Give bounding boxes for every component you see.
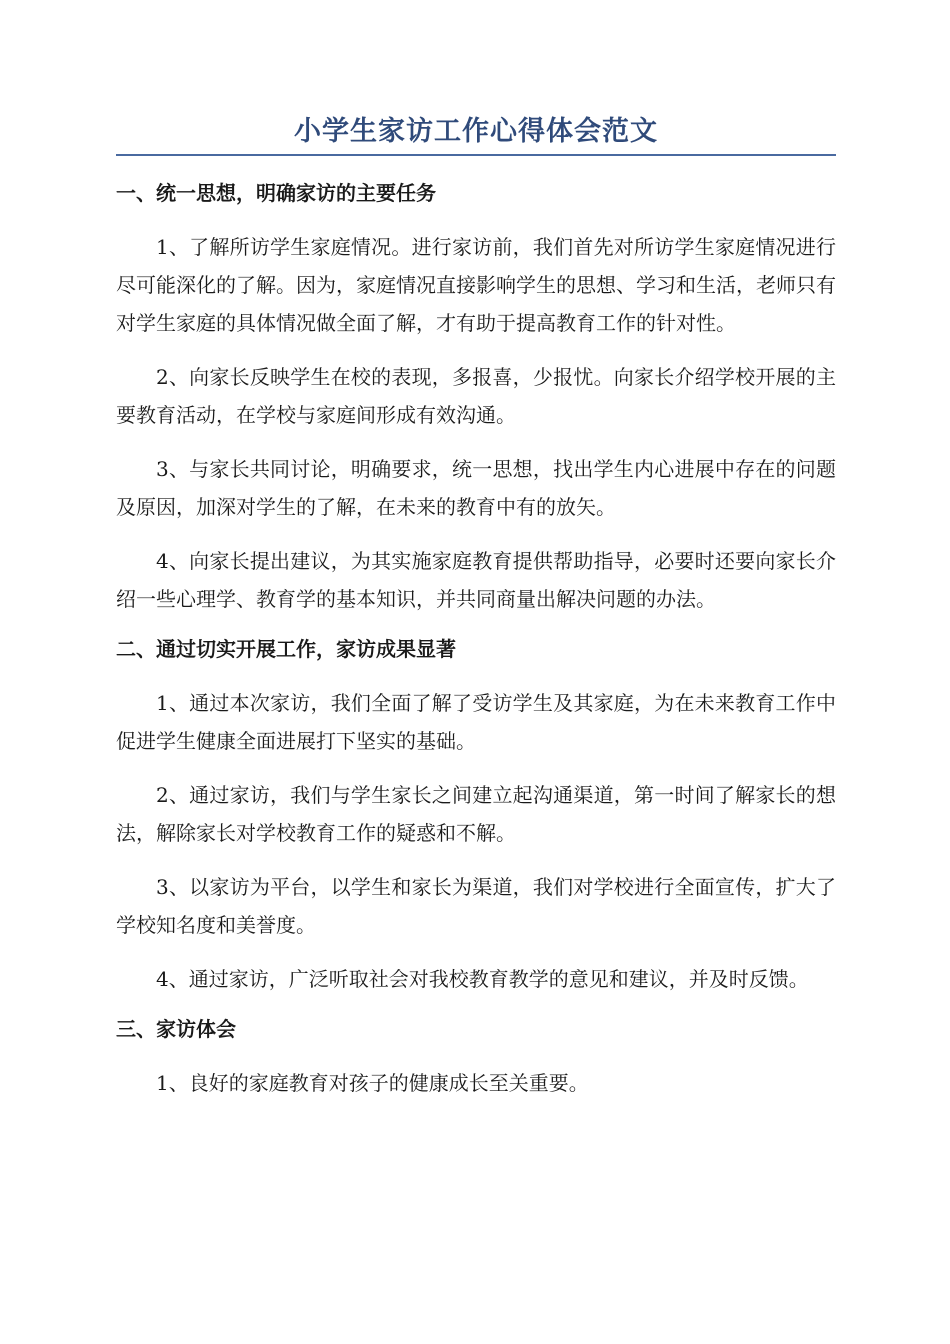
paragraph: 2、通过家访，我们与学生家长之间建立起沟通渠道，第一时间了解家长的想法，解除家长对学校教育工作的疑惑和不解。 <box>116 783 836 845</box>
paragraph: 4、向家长提出建议，为其实施家庭教育提供帮助指导，必要时还要向家长介绍一些心理学、教育学的基本知识，并共同商量出解决问题的办法。 <box>116 549 836 611</box>
title-underline <box>116 154 836 156</box>
paragraph: 1、通过本次家访，我们全面了解了受访学生及其家庭，为在未来教育工作中促进学生健康全面进展打下坚实的基础。 <box>116 691 836 753</box>
paragraph: 2、向家长反映学生在校的表现，多报喜，少报忧。向家长介绍学校开展的主要教育活动，在学校与家庭间形成有效沟通。 <box>116 365 836 427</box>
paragraph: 1、了解所访学生家庭情况。进行家访前，我们首先对所访学生家庭情况进行尽可能深化的了解。因为，家庭情况直接影响学生的思想、学习和生活，老师只有对学生家庭的具体情况做全面了解，才有助于提高教育工作的针对性。 <box>116 235 836 335</box>
section-heading-2: 二、通过切实开展工作，家访成果显著 <box>116 637 456 661</box>
paragraph: 3、与家长共同讨论，明确要求，统一思想，找出学生内心进展中存在的问题及原因，加深对学生的了解，在未来的教育中有的放矢。 <box>116 457 836 519</box>
paragraph: 3、以家访为平台，以学生和家长为渠道，我们对学校进行全面宣传，扩大了学校知名度和美誉度。 <box>116 875 836 937</box>
paragraph: 1、良好的家庭教育对孩子的健康成长至关重要。 <box>156 1071 589 1095</box>
document-title: 小学生家访工作心得体会范文 <box>294 116 658 147</box>
section-heading-3: 三、家访体会 <box>116 1017 236 1041</box>
paragraph: 4、通过家访，广泛听取社会对我校教育教学的意见和建议，并及时反馈。 <box>156 967 809 991</box>
document-page <box>116 110 836 1118</box>
section-heading-1: 一、统一思想，明确家访的主要任务 <box>116 181 436 205</box>
